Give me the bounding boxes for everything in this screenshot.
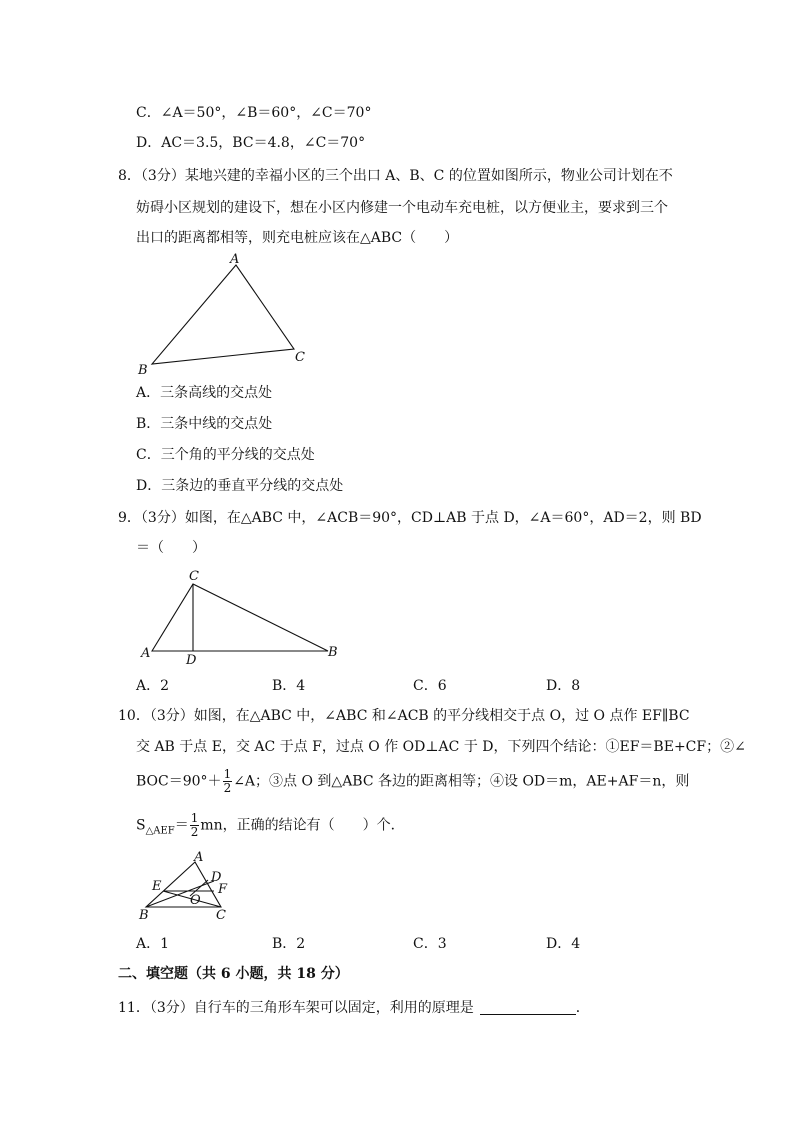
section-heading-fill-in: 二、填空题（共 6 小题，共 18 分）: [118, 966, 349, 982]
q11-text: 11．（3分）自行车的三角形车架可以固定，利用的原理是: [118, 1000, 474, 1016]
q11-period: ．: [575, 1000, 590, 1016]
q10-fraction2-numerator: 1: [190, 811, 199, 825]
q8-option-c: C．三个角的平分线的交点处: [136, 447, 315, 463]
q10-area-subscript: △AEF: [145, 825, 175, 837]
q10-line3-part-b: ∠A；③点 O 到△ABC 各边的距离相等；④设 OD＝m，AE+AF＝n，则: [233, 773, 690, 790]
q10-stem-line2: 交 AB 于点 E，交 AC 于点 F，过点 O 作 OD⊥AC 于 D，下列四个结论：①EF＝BE+CF；②∠: [136, 739, 746, 755]
q10-fraction2-denominator: 2: [190, 825, 199, 839]
q8-option-d: D．三条边的垂直平分线的交点处: [136, 478, 344, 494]
q8-stem-line1: 8．（3分）某地兴建的幸福小区的三个出口 A、B、C 的位置如图所示，物业公司计划在不: [118, 168, 673, 184]
q9-option-b: B．4: [272, 678, 306, 694]
q10-label-a: A: [194, 850, 204, 865]
q8-stem-line2: 妨碍小区规划的建设下，想在小区内修建一个电动车充电桩，以方便业主，要求到三个: [136, 200, 668, 216]
q10-stem-line1: 10．（3分）如图，在△ABC 中，∠ABC 和∠ACB 的平分线相交于点 O，过 O 点作 EF∥BC: [118, 708, 690, 724]
q8-label-b: B: [138, 363, 148, 378]
q9-label-c: C: [189, 569, 199, 584]
q10-option-a: A．1: [136, 936, 170, 952]
q7-option-d: D．AC＝3.5，BC＝4.8，∠C＝70°: [136, 135, 366, 151]
q10-area-symbol: S: [136, 817, 146, 834]
q8-option-b: B．三条中线的交点处: [136, 416, 273, 432]
q9-label-b: B: [328, 645, 338, 660]
q10-equals: ＝: [174, 817, 189, 834]
q8-label-c: C: [295, 350, 305, 365]
q9-label-a: A: [141, 646, 151, 661]
q10-fraction-denominator: 2: [223, 781, 232, 795]
q10-option-b: B．2: [272, 936, 306, 952]
q10-label-e: E: [152, 879, 162, 894]
q9-option-a: A．2: [136, 678, 170, 694]
q11-answer-blank[interactable]: [480, 1000, 576, 1015]
q8-stem-line3: 出口的距离都相等，则充电桩应该在△ABC（ ）: [136, 230, 459, 246]
q10-fraction-numerator: 1: [223, 767, 232, 781]
q9-option-d: D．8: [546, 678, 581, 694]
q10-label-c: C: [216, 908, 226, 923]
q9-label-d: D: [186, 653, 197, 668]
q8-option-a: A．三条高线的交点处: [136, 385, 273, 401]
q9-stem-line1: 9．（3分）如图，在△ABC 中，∠ACB＝90°，CD⊥AB 于点 D，∠A＝60°，AD＝2，则 BD: [118, 510, 702, 526]
q8-label-a: A: [230, 252, 240, 267]
q10-option-d: D．4: [546, 936, 581, 952]
q10-label-b: B: [139, 908, 149, 923]
q10-label-d: D: [211, 870, 222, 885]
q10-line4-end: mn，正确的结论有（ ）个．: [200, 817, 405, 834]
q7-option-c: C．∠A＝50°，∠B＝60°，∠C＝70°: [136, 105, 372, 121]
q10-line3-part-a: BOC＝90°＋: [136, 773, 222, 790]
q9-option-c: C．6: [413, 678, 447, 694]
q10-label-o: O: [190, 893, 201, 908]
q10-option-c: C．3: [413, 936, 447, 952]
q9-stem-line2: ＝（ ）: [136, 540, 206, 556]
q11-stem: [118, 998, 590, 1018]
q10-label-f: F: [218, 882, 228, 897]
